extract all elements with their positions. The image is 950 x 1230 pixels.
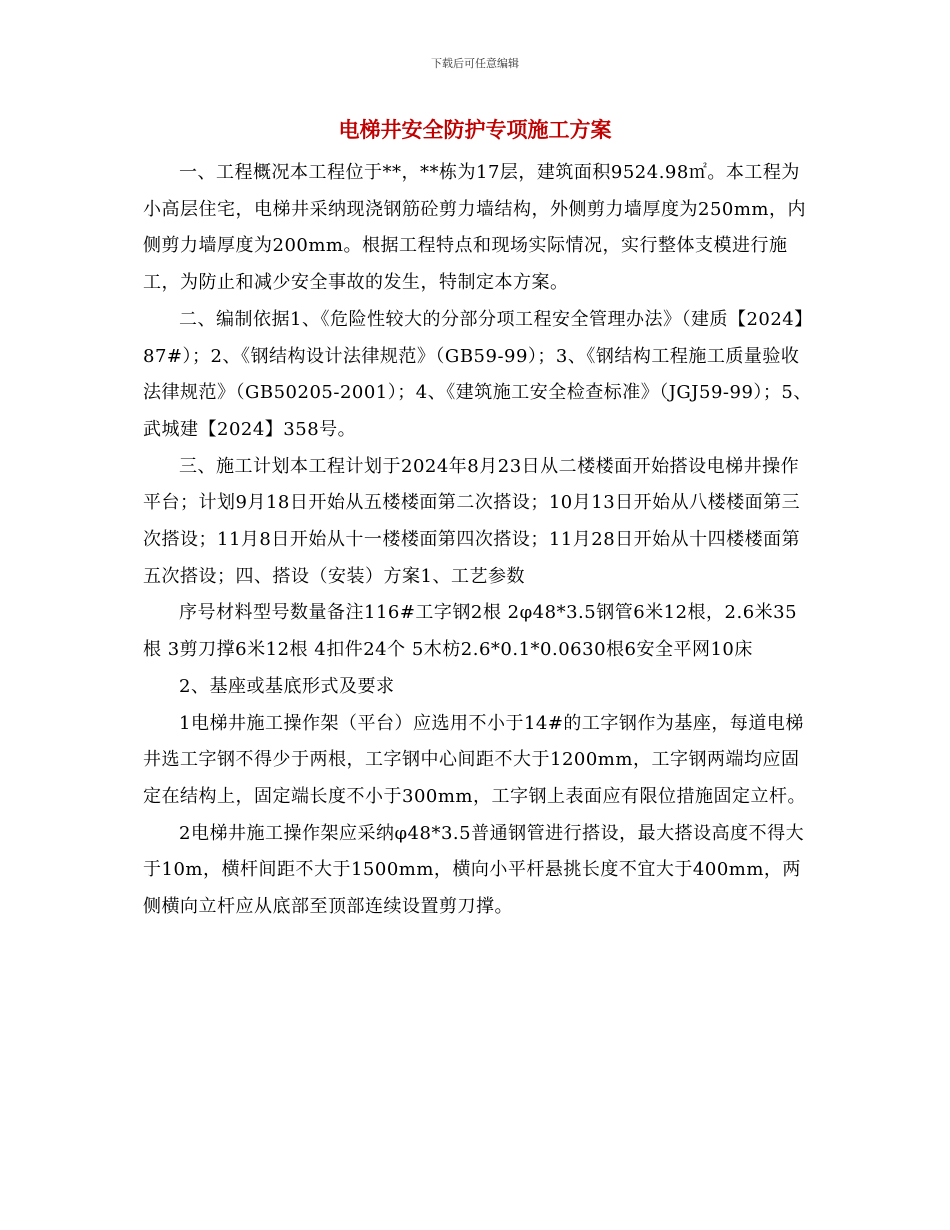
document-body [143, 155, 813, 926]
paragraph-materials: 序号材料型号数量备注116#工字钢2根 2φ48*3.5钢管6米12根，2.6米35根 3剪刀撑6米12根 4扣件24个 5木枋2.6*0.1*0.0630根6安全平网10床 [143, 602, 798, 661]
paragraph-base-req-1: 1电梯井施工操作架（平台）应选用不小于14#的工字钢作为基座，每道电梯井选工字钢不得少于两根，工字钢中心间距不大于1200mm，工字钢两端均应固定在结构上，固定端长度不小于300mm，工字钢上表面应有限位措施固定立杆。 [143, 712, 806, 807]
paragraph-project-overview: 一、工程概况本工程位于**，**栋为17层，建筑面积9524.98㎡。本工程为小高层住宅，电梯井采纳现浇钢筋砼剪力墙结构，外侧剪力墙厚度为250mm，内侧剪力墙厚度为200mm。根据工程特点和现场实际情况，实行整体支模进行施工，为防止和减少安全事故的发生，特制定本方案。 [143, 162, 806, 294]
paragraph-basis: 二、编制依据1、《危险性较大的分部分项工程安全管理办法》（建质【2024】87#）；2、《钢结构设计法律规范》（GB59-99）；3、《钢结构工程施工质量验收法律规范》（GB50205-2001）；4、《建筑施工安全检查标准》（JGJ59-99）；5、武城建【2024】358号。 [143, 308, 813, 440]
paragraph-schedule: 三、施工计划本工程计划于2024年8月23日从二楼楼面开始搭设电梯井操作平台；计划9月18日开始从五楼楼面第二次搭设；10月13日开始从八楼楼面第三次搭设；11月8日开始从十一楼楼面第四次搭设；11月28日开始从十四楼楼面第五次搭设；四、搭设（安装）方案1、工艺参数 [143, 455, 801, 587]
paragraph-base-heading: 2、基座或基底形式及要求 [179, 675, 395, 697]
document-title: 电梯井安全防护专项施工方案 [338, 118, 612, 142]
paragraph-base-req-2: 2电梯井施工操作架应采纳φ48*3.5普通钢管进行搭设，最大搭设高度不得大于10m，横杆间距不大于1500mm，横向小平杆悬挑长度不宜大于400mm，两侧横向立杆应从底部至顶部连续设置剪刀撑。 [143, 822, 805, 918]
header-note: 下载后可任意编辑 [431, 57, 519, 70]
